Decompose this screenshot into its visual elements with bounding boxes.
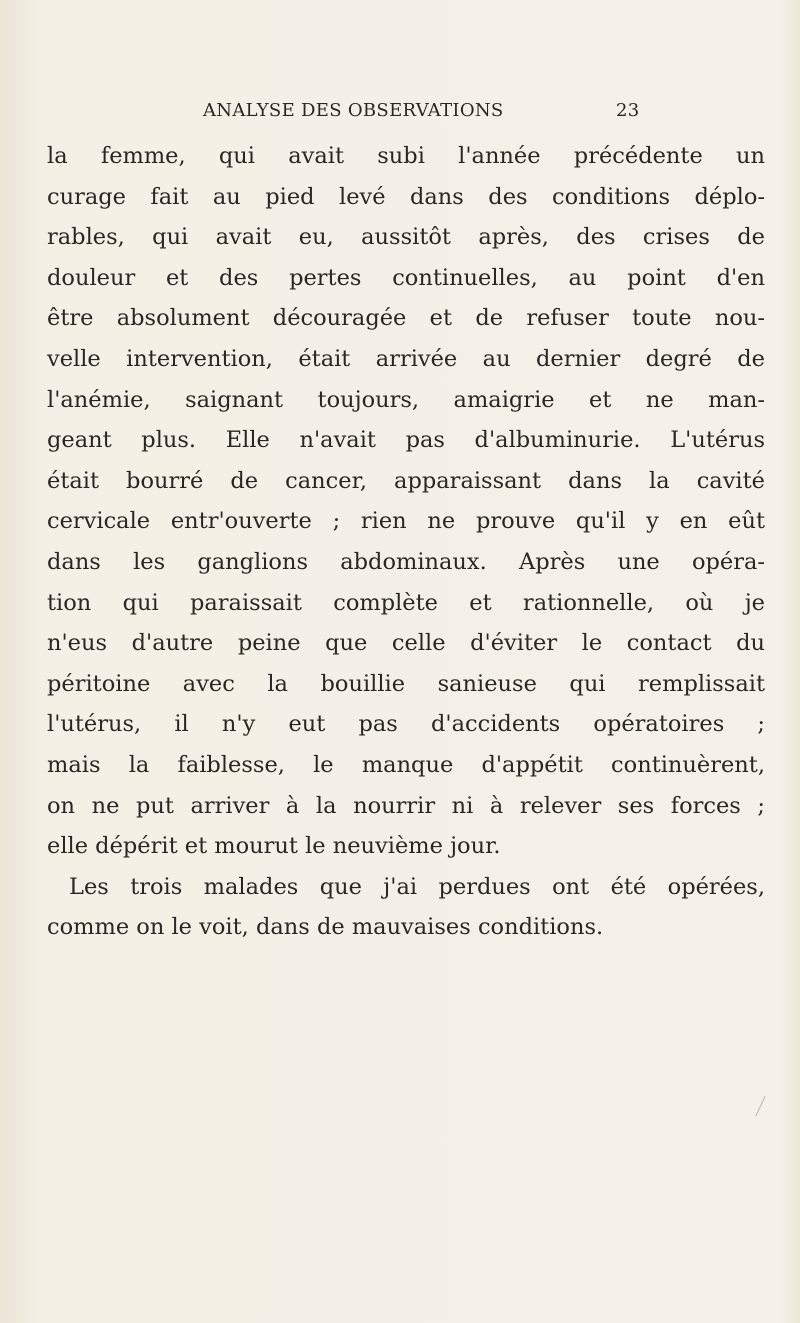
text-line: la femme, qui avait subi l'année précédente un — [47, 143, 765, 169]
text-line: dans les ganglions abdominaux. Après une opéra- — [47, 548, 765, 575]
running-title: ANALYSE DES OBSERVATIONS — [203, 100, 504, 121]
text-line: n'eus d'autre peine que celle d'éviter le contact du — [47, 630, 765, 657]
text-line: on ne put arriver à la nourrir ni à relever ses forces ; — [47, 792, 765, 819]
paragraph-first-line: Les trois malades que j'ai perdues ont été opérées, — [69, 873, 765, 900]
body-text — [47, 136, 765, 948]
text-line: cervicale entr'ouverte ; rien ne prouve qu'il y en eût — [47, 508, 765, 535]
text-line: péritoine avec la bouillie sanieuse qui remplissait — [47, 670, 765, 697]
text-line: mais la faiblesse, le manque d'appétit continuèrent, — [47, 751, 765, 778]
text-line: rables, qui avait eu, aussitôt après, des crises de — [47, 224, 765, 251]
text-line: douleur et des pertes continuelles, au point d'en — [47, 264, 765, 291]
text-line: comme on le voit, dans de mauvaises conditions. — [47, 914, 604, 941]
text-line: tion qui paraissait complète et rationnelle, où je — [47, 589, 765, 616]
text-line: elle dépérit et mourut le neuvième jour. — [47, 833, 501, 860]
text-line: l'anémie, saignant toujours, amaigrie et ne man- — [47, 386, 765, 413]
text-line: était bourré de cancer, apparaissant dans la cavité — [47, 467, 765, 494]
text-line: être absolument découragée et de refuser toute nou- — [47, 305, 765, 332]
text-line: geant plus. Elle n'avait pas d'albuminurie. L'utérus — [47, 427, 765, 454]
text-line: velle intervention, était arrivée au dernier degré de — [47, 345, 765, 372]
text-line: l'utérus, il n'y eut pas d'accidents opératoires ; — [47, 711, 765, 738]
page-number: 23 — [616, 100, 640, 121]
stray-mark — [755, 1096, 765, 1116]
text-line: curage fait au pied levé dans des conditions déplo- — [47, 183, 765, 210]
